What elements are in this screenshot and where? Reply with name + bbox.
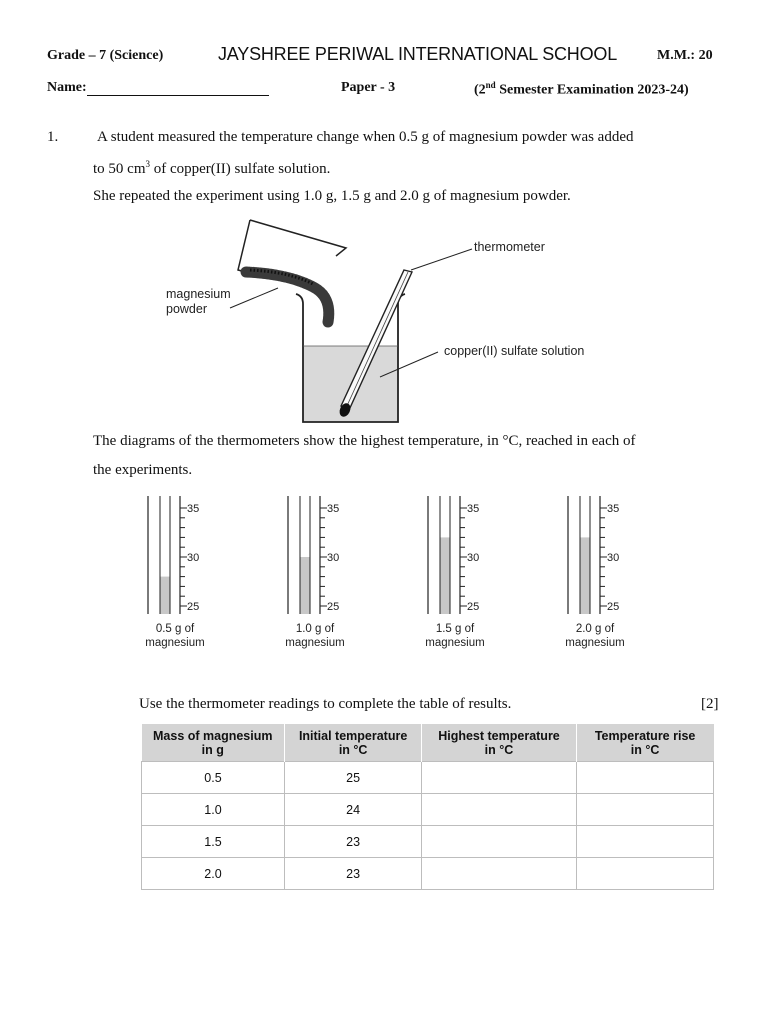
question-line-2: to 50 $cm^3$ of copper(II) sulfate solution. — [93, 159, 331, 177]
thermometer-4 — [565, 496, 624, 649]
answer-cell[interactable] — [422, 826, 576, 858]
magnesium-caption: magnesium — [285, 637, 345, 649]
scale-label: 35 — [467, 503, 480, 515]
header-initial-temp: Initial temperature in °C — [285, 724, 422, 762]
magnesium-caption: magnesium — [425, 637, 485, 649]
answer-cell[interactable] — [422, 858, 576, 890]
thermometer-1 — [145, 496, 204, 649]
powder-label-1: magnesium — [166, 287, 231, 301]
name-label: Name: — [47, 80, 87, 95]
liquid-column — [161, 577, 170, 614]
results-table — [141, 724, 714, 890]
scale-label: 30 — [327, 552, 340, 564]
exam-title: (2nd Semester Examination 2023-24) — [474, 80, 689, 98]
powder-label-2: powder — [166, 302, 207, 316]
name-field — [47, 80, 269, 96]
apparatus-diagram — [150, 212, 630, 428]
answer-cell[interactable] — [422, 794, 576, 826]
scale-label: 25 — [607, 601, 620, 613]
mass-caption: 2.0 g of — [575, 623, 615, 635]
solution-label: copper(II) sulfate solution — [444, 344, 585, 358]
question-marks: [2] — [701, 696, 719, 712]
magnesium-caption: magnesium — [565, 637, 625, 649]
answer-cell[interactable] — [422, 762, 576, 794]
thermometer-label: thermometer — [474, 240, 545, 254]
answer-cell[interactable] — [576, 826, 713, 858]
thermo-text-1: The diagrams of the thermometers show the highest temperature, in °C, reached in each of — [93, 433, 636, 449]
question-line-1: A student measured the temperature change when 0.5 g of magnesium powder was added — [97, 129, 634, 145]
question-number: 1. — [47, 129, 59, 145]
scale-label: 25 — [327, 601, 340, 613]
scale-label: 30 — [607, 552, 620, 564]
scale-label: 25 — [187, 601, 200, 613]
scale-label: 30 — [467, 552, 480, 564]
name-blank-line — [87, 81, 269, 96]
mass-caption: 1.5 g of — [435, 623, 475, 635]
table-row: 1.0 24 — [142, 794, 714, 826]
answer-cell[interactable] — [576, 858, 713, 890]
scale-label: 35 — [607, 503, 620, 515]
grade-label: Grade – 7 (Science) — [47, 48, 164, 63]
table-row: 1.5 23 — [142, 826, 714, 858]
header-mass: Mass of magnesium in g — [142, 724, 285, 762]
magnesium-caption: magnesium — [145, 637, 205, 649]
max-marks: M.M.: 20 — [657, 48, 713, 63]
paper-label: Paper - 3 — [341, 80, 396, 95]
scale-label: 35 — [187, 503, 200, 515]
header-temp-rise: Temperature rise in °C — [576, 724, 713, 762]
liquid-column — [441, 537, 450, 614]
table-row: 2.0 23 — [142, 858, 714, 890]
thermometer-readings — [130, 490, 650, 660]
answer-cell[interactable] — [576, 794, 713, 826]
mass-caption: 0.5 g of — [155, 623, 195, 635]
table-row: 0.5 25 — [142, 762, 714, 794]
liquid-column — [581, 537, 590, 614]
magnesium-powder-stream — [246, 272, 329, 322]
scale-label: 35 — [327, 503, 340, 515]
answer-cell[interactable] — [576, 762, 713, 794]
school-name: JAYSHREE PERIWAL INTERNATIONAL SCHOOL — [218, 44, 618, 64]
scale-label: 25 — [467, 601, 480, 613]
thermometer-2 — [285, 496, 344, 649]
table-header-row — [142, 724, 714, 762]
thermo-text-2: the experiments. — [93, 462, 193, 478]
question-line-3: She repeated the experiment using 1.0 g, 1.5 g and 2.0 g of magnesium powder. — [93, 188, 571, 204]
header-highest-temp: Highest temperature in °C — [422, 724, 576, 762]
liquid-column — [301, 557, 310, 614]
table-instruction: Use the thermometer readings to complete the table of results. — [139, 696, 512, 712]
thermometer-3 — [425, 496, 484, 649]
scale-label: 30 — [187, 552, 200, 564]
mass-caption: 1.0 g of — [295, 623, 335, 635]
